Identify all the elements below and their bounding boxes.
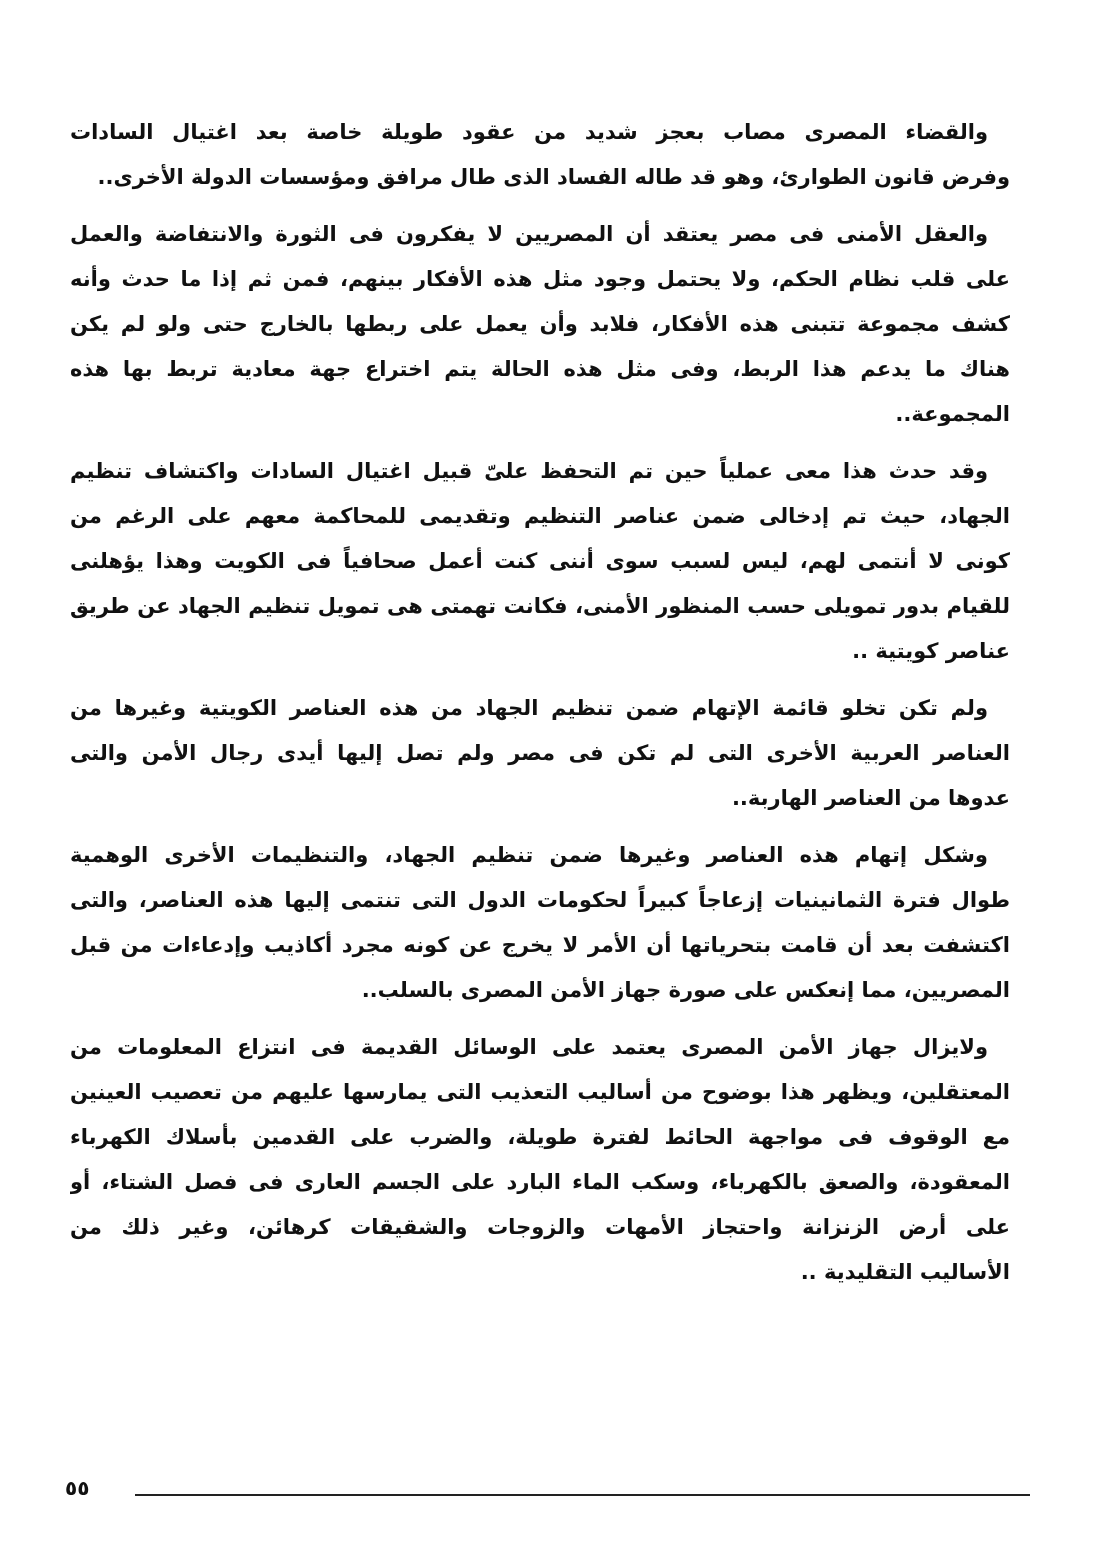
text-line: والقضاء المصرى مصاب بعجز شديد من عقود طويلة خاصة بعد اغتيال السادات <box>70 120 988 144</box>
text-line: ولايزال جهاز الأمن المصرى يعتمد على الوسائل القديمة فى انتزاع المعلومات من <box>70 1035 988 1059</box>
text-line: المعقودة، والصعق بالكهرباء، وسكب الماء البارد على الجسم العارى فى فصل الشتاء، أو <box>70 1170 1010 1194</box>
text-line: المصريين، مما إنعكس على صورة جهاز الأمن المصرى بالسلب.. <box>361 978 1010 1002</box>
text-line: هناك ما يدعم هذا الربط، وفى مثل هذه الحالة يتم اختراع جهة معادية تربط بها هذه <box>70 357 1010 381</box>
text-line: ولم تكن تخلو قائمة الإتهام ضمن تنظيم الجهاد من هذه العناصر الكويتية وغيرها من <box>70 696 988 720</box>
paragraph <box>70 110 1010 200</box>
text-line: العناصر العربية الأخرى التى لم تكن فى مصر ولم تصل إليها أيدى رجال الأمن والتى <box>70 741 1010 765</box>
paragraph <box>70 1025 1010 1295</box>
text-line: الأساليب التقليدية .. <box>800 1260 1010 1284</box>
page-body <box>70 110 1010 1307</box>
text-line: المعتقلين، ويظهر هذا بوضوح من أساليب التعذيب التى يمارسها عليهم من تعصيب العينين <box>70 1080 1010 1104</box>
text-line: الجهاد، حيث تم إدخالى ضمن عناصر التنظيم وتقديمى للمحاكمة معهم على الرغم من <box>70 504 1010 528</box>
text-line: مع الوقوف فى مواجهة الحائط لفترة طويلة، والضرب على القدمين بأسلاك الكهرباء <box>70 1125 1010 1149</box>
text-line: طوال فترة الثمانينيات إزعاجاً كبيراً لحكومات الدول التى تنتمى إليها هذه العناصر، والتى <box>70 888 1010 912</box>
text-line: كشف مجموعة تتبنى هذه الأفكار، فلابد وأن يعمل على ربطها بالخارج حتى ولو لم يكن <box>70 312 1010 336</box>
text-line: كونى لا أنتمى لهم، ليس لسبب سوى أننى كنت أعمل صحافياً فى الكويت وهذا يؤهلنى <box>70 549 1010 573</box>
paragraph <box>70 686 1010 821</box>
footer-rule <box>135 1494 1030 1496</box>
page-number: ٥٥ <box>65 1476 90 1500</box>
text-line: عناصر كويتية .. <box>852 639 1010 663</box>
text-line: على أرض الزنزانة واحتجاز الأمهات والزوجات والشقيقات كرهائن، وغير ذلك من <box>70 1215 1010 1239</box>
page-footer <box>65 1476 1030 1502</box>
paragraph <box>70 212 1010 437</box>
text-line: وقد حدث هذا معى عملياً حين تم التحفظ علىّ قبيل اغتيال السادات واكتشاف تنظيم <box>70 459 988 483</box>
text-line: للقيام بدور تمويلى حسب المنظور الأمنى، فكانت تهمتى هى تمويل تنظيم الجهاد عن طريق <box>70 594 1010 618</box>
text-line: وشكل إتهام هذه العناصر وغيرها ضمن تنظيم الجهاد، والتنظيمات الأخرى الوهمية <box>70 843 988 867</box>
text-line: والعقل الأمنى فى مصر يعتقد أن المصريين لا يفكرون فى الثورة والانتفاضة والعمل <box>70 222 988 246</box>
paragraph <box>70 449 1010 674</box>
text-line: عدوها من العناصر الهاربة.. <box>731 786 1010 810</box>
paragraph <box>70 833 1010 1013</box>
text-line: على قلب نظام الحكم، ولا يحتمل وجود مثل هذه الأفكار بينهم، فمن ثم إذا ما حدث وأنه <box>70 267 1010 291</box>
text-line: وفرض قانون الطوارئ، وهو قد طاله الفساد الذى طال مرافق ومؤسسات الدولة الأخرى.. <box>97 165 1010 189</box>
text-line: اكتشفت بعد أن قامت بتحرياتها أن الأمر لا يخرج عن كونه مجرد أكاذيب وإدعاءات من قبل <box>70 933 1010 957</box>
text-line: المجموعة.. <box>895 402 1010 426</box>
